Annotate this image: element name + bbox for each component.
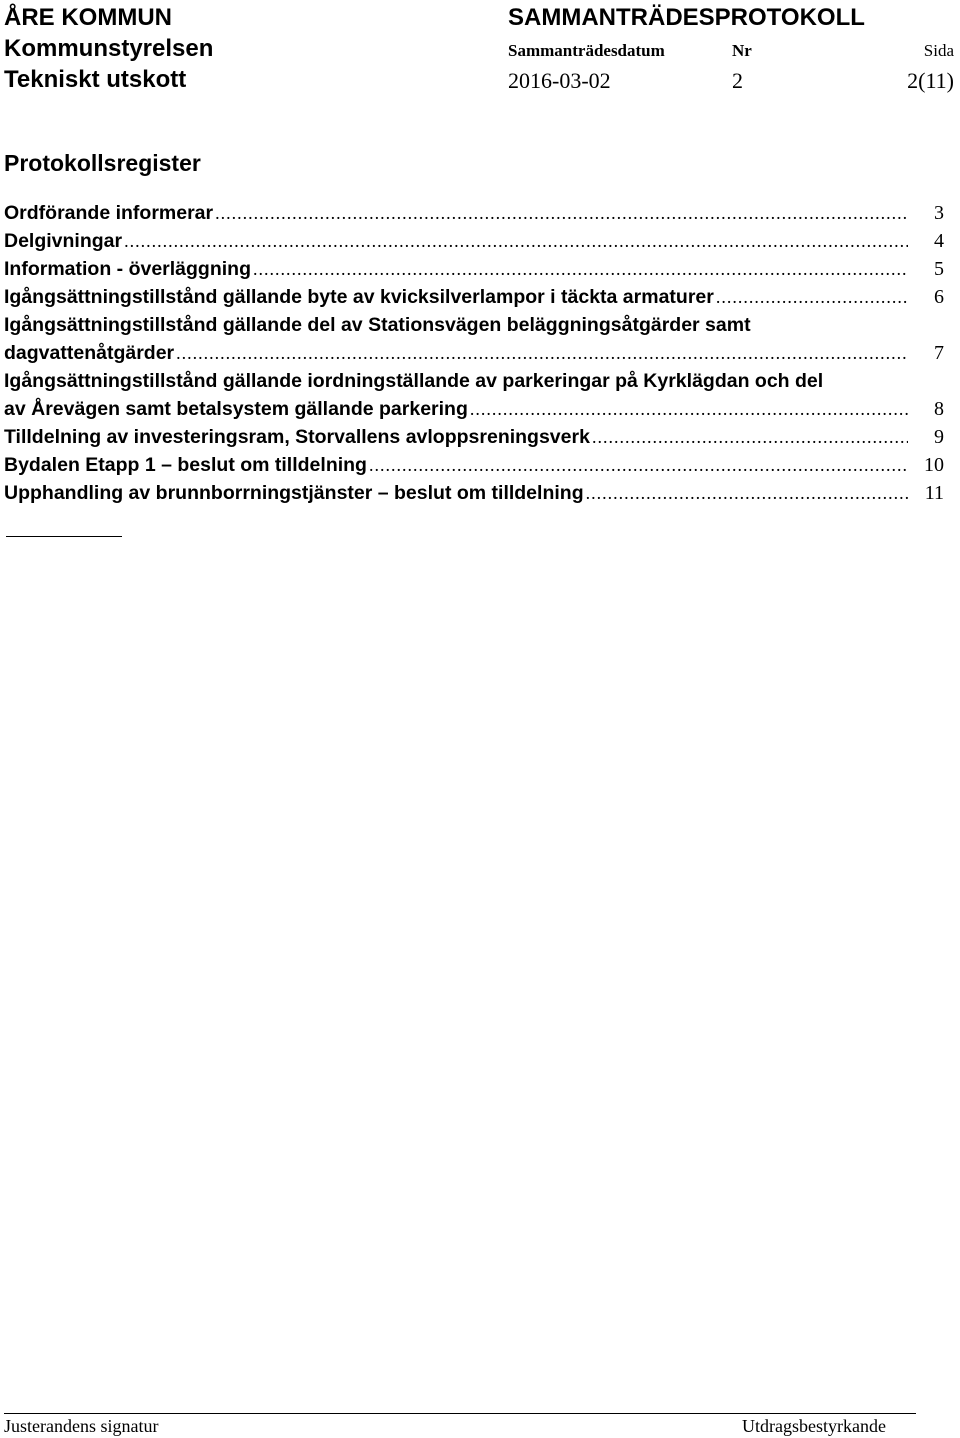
toc-entry-page: 8 [934, 398, 944, 420]
meeting-date: 2016-03-02 [508, 68, 611, 93]
page-label: Sida [923, 41, 954, 60]
committee-name: Tekniskt utskott [4, 66, 187, 93]
nr-label: Nr [732, 41, 752, 60]
page-number: 2(11) [907, 68, 954, 93]
dot-leader [716, 283, 908, 311]
toc-entry-title: Tilldelning av investeringsram, Storvallens avloppsreningsverk [4, 426, 590, 448]
toc-entry-title: Upphandling av brunnborrningstjänster – beslut om tilldelning [4, 482, 584, 504]
toc-entry[interactable] [4, 283, 944, 311]
toc-entry-page: 4 [934, 230, 944, 252]
table-of-contents [4, 199, 944, 507]
dot-leader [592, 423, 908, 451]
header-values [0, 66, 960, 96]
toc-entry[interactable] [4, 311, 944, 367]
toc-entry-page: 6 [934, 286, 944, 308]
toc-entry-title-line-1: Igångsättningstillstånd gällande iordningställande av parkeringar på Kyrklägdan och del [4, 370, 824, 392]
board-name: Kommunstyrelsen [4, 35, 214, 62]
dot-leader [369, 451, 908, 479]
toc-entry-page: 11 [924, 482, 944, 504]
dot-leader [124, 227, 908, 255]
toc-entry-page: 5 [934, 258, 944, 280]
dot-leader [215, 199, 908, 227]
extract-certification-label: Utdragsbestyrkande [742, 1416, 886, 1436]
toc-entry-title: Information - överläggning [4, 258, 251, 280]
footer-rule [4, 1413, 916, 1414]
header-labels [0, 40, 960, 62]
document-type: SAMMANTRÄDESPROTOKOLL [508, 4, 865, 31]
toc-entry-page: 10 [924, 454, 944, 476]
toc-entry-title-line-2: av Årevägen samt betalsystem gällande parkering [4, 398, 468, 420]
date-label: Sammanträdesdatum [508, 41, 665, 60]
toc-entry[interactable] [4, 423, 944, 451]
register-title: Protokollsregister [4, 150, 201, 176]
toc-entry[interactable] [4, 479, 944, 507]
toc-entry-page: 3 [934, 202, 944, 224]
toc-entry-page: 7 [934, 342, 944, 364]
toc-entry[interactable] [4, 255, 944, 283]
toc-entry-page: 9 [934, 426, 944, 448]
adjuster-signature-label: Justerandens signatur [4, 1416, 159, 1436]
toc-entry[interactable] [4, 227, 944, 255]
toc-entry-title: Bydalen Etapp 1 – beslut om tilldelning [4, 454, 367, 476]
org-name: ÅRE KOMMUN [4, 4, 172, 31]
toc-entry[interactable] [4, 367, 944, 423]
toc-entry-title: Delgivningar [4, 230, 123, 252]
toc-entry-title: Igångsättningstillstånd gällande byte av kvicksilverlampor i täckta armaturer [4, 286, 714, 308]
separator-rule [6, 536, 122, 537]
toc-entry[interactable] [4, 199, 944, 227]
toc-entry-title-line-1: Igångsättningstillstånd gällande del av Stationsvägen beläggningsåtgärder samt [4, 314, 751, 336]
toc-entry-title: Ordförande informerar [4, 202, 214, 224]
dot-leader [470, 395, 908, 423]
dot-leader [253, 255, 908, 283]
dot-leader [586, 479, 908, 507]
toc-entry-title-line-2: dagvattenåtgärder [4, 342, 175, 364]
toc-entry[interactable] [4, 451, 944, 479]
meeting-number: 2 [732, 68, 743, 93]
dot-leader [176, 339, 908, 367]
